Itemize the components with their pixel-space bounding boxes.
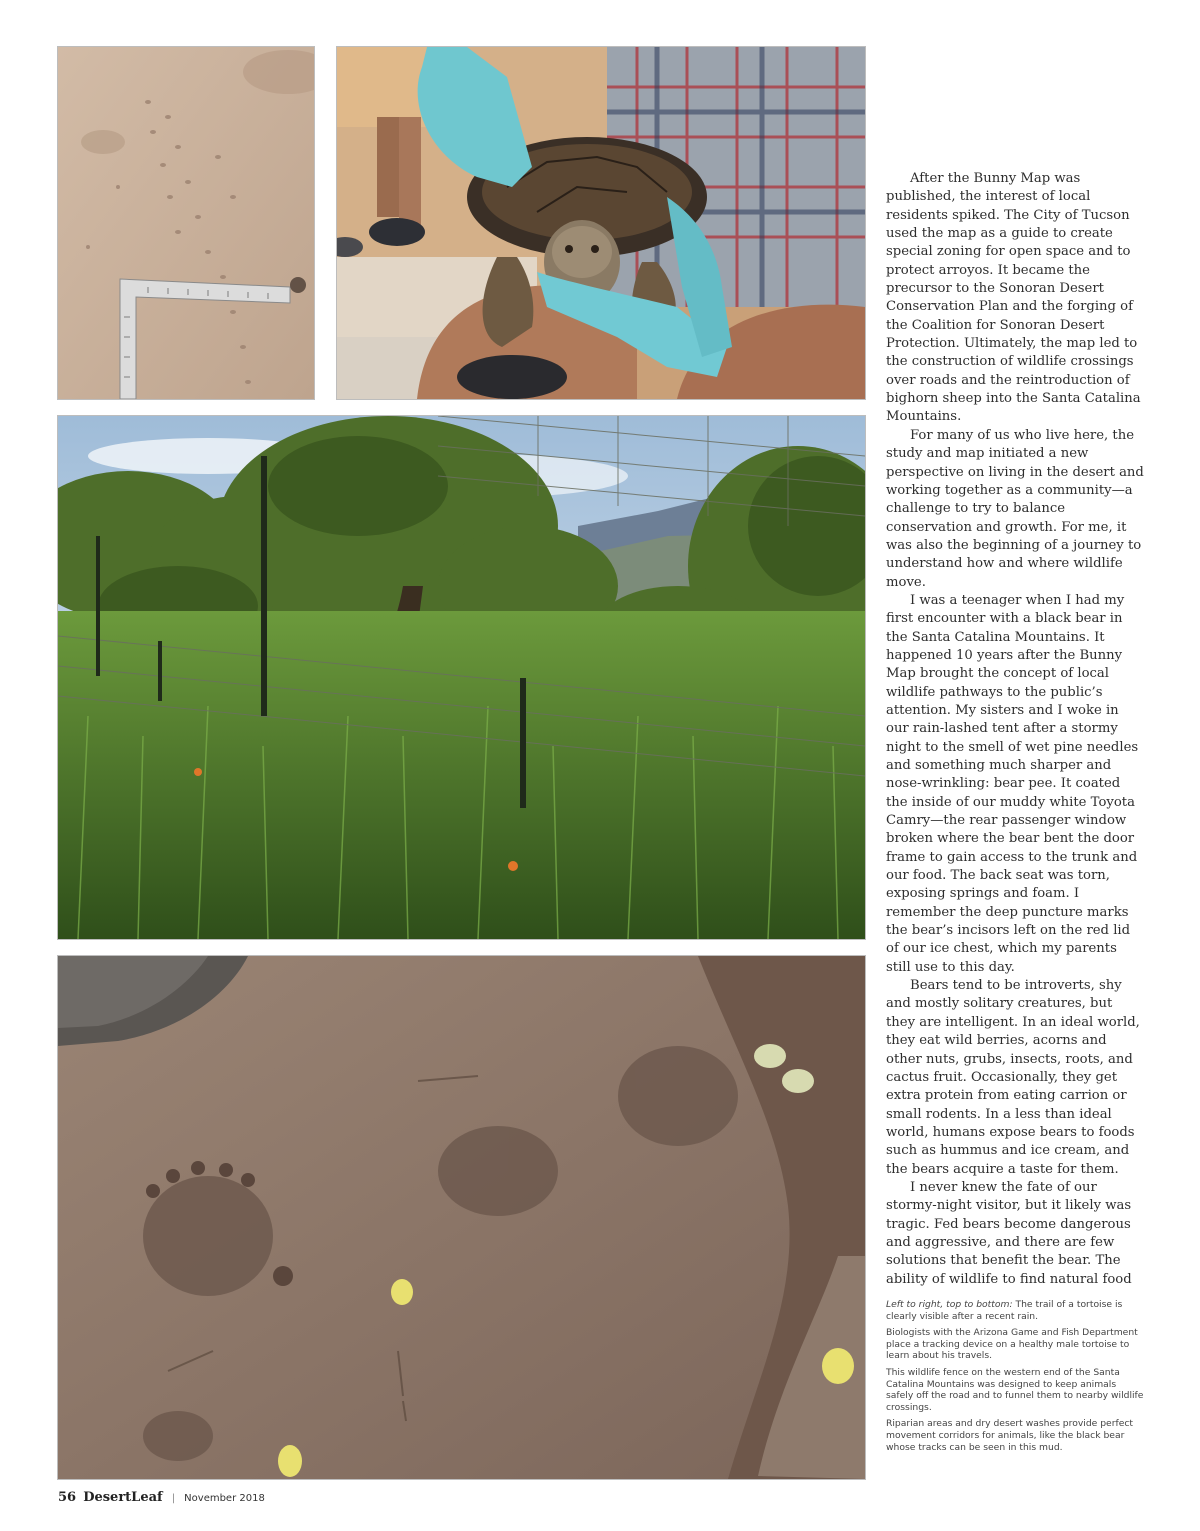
caption-lead: Left to right, top to bottom: (886, 1299, 1013, 1310)
caption-bear-tracks: Riparian areas and dry desert washes provide perfect movement corridors for animals, like the black bear whose tracks can be seen in this mud. (886, 1418, 1134, 1453)
article-body (886, 170, 1144, 1289)
article-paragraph: I never knew the fate of our stormy-night visitor, but it likely was tragic. Fed bears become dangerous and aggressive, and there are few solutions that benefit the bear. The ability of wildlife to find natural food (886, 1179, 1132, 1287)
bear-tracks-image (58, 956, 865, 1479)
article-paragraph: I was a teenager when I had my first encounter with a black bear in the Santa Catalina Mountains. It happened 10 years after the Bunny Map brought the concept of local wildlife pathways to the public’s attention. My sisters and I woke in our rain-lashed tent after a stormy night to the smell of wet pine needles and something much sharper and nose-wrinkling: bear pee. It coated the inside of our muddy white Toyota Camry—the rear passenger window broken where the bear bent the door frame to gain access to the trunk and our food. The back seat was torn, exposing springs and foam. I remember the deep puncture marks the bear’s incisors left on the red lid of our ice chest, which my parents still use to this day. (886, 592, 1139, 975)
issue-date: November 2018 (184, 1493, 265, 1504)
caption-first-text: The trail of a tortoise is clearly visible after a recent rain. (886, 1299, 1123, 1322)
photo-captions (886, 1299, 1144, 1458)
photo-bear-tracks (58, 956, 865, 1479)
caption-tortoise-trail (886, 1299, 1144, 1322)
photo-wildlife-fence (58, 416, 865, 939)
caption-wildlife-fence: This wildlife fence on the western end of the Santa Catalina Mountains was designed to keep animals safely off the road and to funnel them to nearby wildlife crossings. (886, 1366, 1144, 1413)
article-paragraph: For many of us who live here, the study and map initiated a new perspective on living in the desert and working together as a community—a challenge to try to balance conservation and growth. For me, it was also the beginning of a journey to understand how and where wildlife move. (886, 427, 1144, 590)
page-footer (58, 1486, 265, 1505)
magazine-name: DesertLeaf (83, 1490, 163, 1505)
footer-separator: | (171, 1493, 176, 1504)
wildlife-fence-image (58, 416, 865, 939)
article-paragraph: Bears tend to be introverts, shy and mostly solitary creatures, but they are intelligent. In an ideal world, they eat wild berries, acorns and other nuts, grubs, insects, roots, and cactus fruit. Occasionally, they get extra protein from eating carrion or small rodents. In a less than ideal world, humans expose bears to foods such as hummus and ice cream, and the bears acquire a taste for them. (886, 978, 1140, 1177)
page-number: 56 (58, 1490, 77, 1505)
article-paragraph: After the Bunny Map was published, the interest of local residents spiked. The City of Tucson used the map as a guide to create special zoning for open space and to protect arroyos. It became the precursor to the Sonoran Desert Conservation Plan and the forging of the Coalition for Sonoran Desert Protection. Ultimately, the map led to the construction of wildlife crossings over roads and the reintroduction of bighorn sheep into the Santa Catalina Mountains. (886, 171, 1141, 425)
photo-tortoise-handling (337, 47, 865, 399)
photo-tortoise-trail (58, 47, 314, 399)
tortoise-handling-image (337, 47, 865, 399)
tortoise-trail-image (58, 47, 314, 399)
caption-tortoise-handling: Biologists with the Arizona Game and Fish Department place a tracking device on a healthy male tortoise to learn about his travels. (886, 1327, 1138, 1362)
